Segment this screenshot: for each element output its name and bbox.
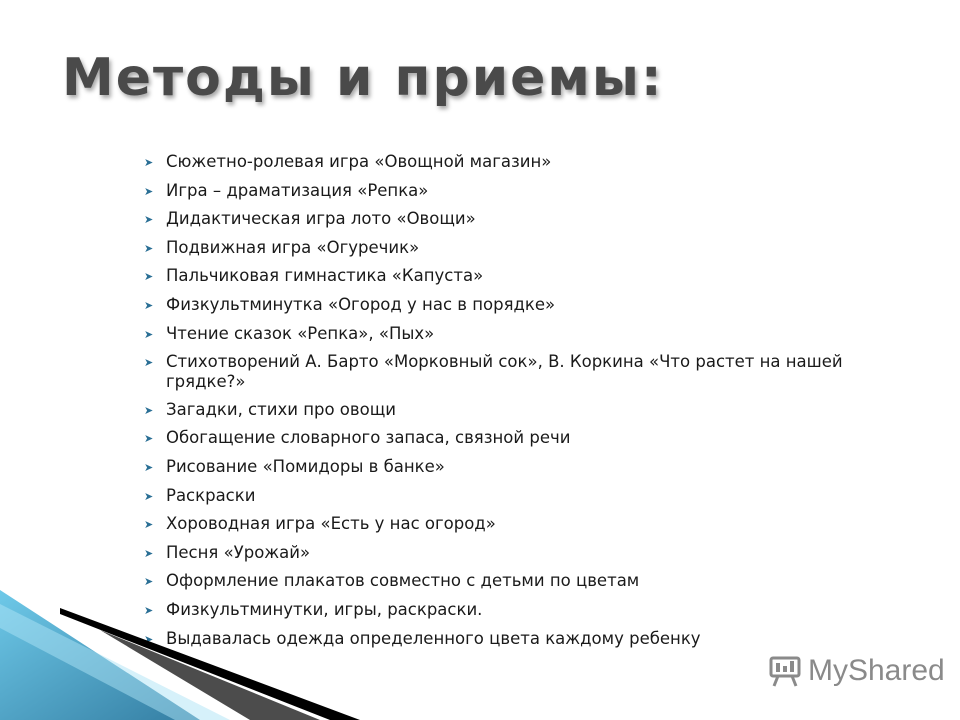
list-item: ➤ Подвижная игра «Огуречик» <box>144 237 420 257</box>
list-item: ➤ Физкультминутка «Огород у нас в порядке» <box>144 294 556 314</box>
arrow-bullet-icon: ➤ <box>144 270 154 284</box>
list-item: ➤ Стихотворений А. Барто «Морковный сок», В. Коркина «Что растет на нашей грядке?» <box>144 352 843 392</box>
arrow-bullet-icon: ➤ <box>144 241 154 255</box>
arrow-bullet-icon: ➤ <box>144 356 154 370</box>
arrow-bullet-icon: ➤ <box>144 518 154 532</box>
arrow-bullet-icon: ➤ <box>144 489 154 503</box>
list-item: ➤ Песня «Урожай» <box>144 542 311 562</box>
presentation-board-icon <box>768 654 802 688</box>
arrow-bullet-icon: ➤ <box>144 298 154 312</box>
arrow-bullet-icon: ➤ <box>144 432 154 446</box>
arrow-bullet-icon: ➤ <box>144 575 154 589</box>
list-item: ➤ Рисование «Помидоры в банке» <box>144 456 445 476</box>
list-item: ➤ Оформление плакатов совместно с детьми по цветам <box>144 571 640 591</box>
arrow-bullet-icon: ➤ <box>144 184 154 198</box>
list-item: ➤ Раскраски <box>144 485 256 505</box>
arrow-bullet-icon: ➤ <box>144 632 154 646</box>
list-item: ➤ Игра – драматизация «Репка» <box>144 180 429 200</box>
myshared-watermark <box>768 654 945 688</box>
arrow-bullet-icon: ➤ <box>144 546 154 560</box>
list-item: ➤ Загадки, стихи про овощи <box>144 399 396 419</box>
arrow-bullet-icon: ➤ <box>144 603 154 617</box>
arrow-bullet-icon: ➤ <box>144 460 154 474</box>
list-item: ➤ Чтение сказок «Репка», «Пых» <box>144 323 435 343</box>
methods-list <box>144 152 904 657</box>
arrow-bullet-icon: ➤ <box>144 327 154 341</box>
arrow-bullet-icon: ➤ <box>144 403 154 417</box>
watermark-text: MyShared <box>808 654 945 687</box>
slide-title: Методы и приемы: <box>62 48 664 108</box>
list-item: ➤ Физкультминутки, игры, раскраски. <box>144 599 483 619</box>
list-item: ➤ Пальчиковая гимнастика «Капуста» <box>144 266 484 286</box>
list-item: ➤ Сюжетно-ролевая игра «Овощной магазин» <box>144 152 552 171</box>
list-item: ➤ Обогащение словарного запаса, связной речи <box>144 428 571 448</box>
list-item: ➤ Выдавалась одежда определенного цвета каждому ребенку <box>144 628 701 648</box>
arrow-bullet-icon: ➤ <box>144 156 154 169</box>
arrow-bullet-icon: ➤ <box>144 213 154 227</box>
list-item: ➤ Дидактическая игра лото «Овощи» <box>144 209 476 229</box>
corner-decoration <box>0 590 360 720</box>
list-item: ➤ Хороводная игра «Есть у нас огород» <box>144 514 496 534</box>
